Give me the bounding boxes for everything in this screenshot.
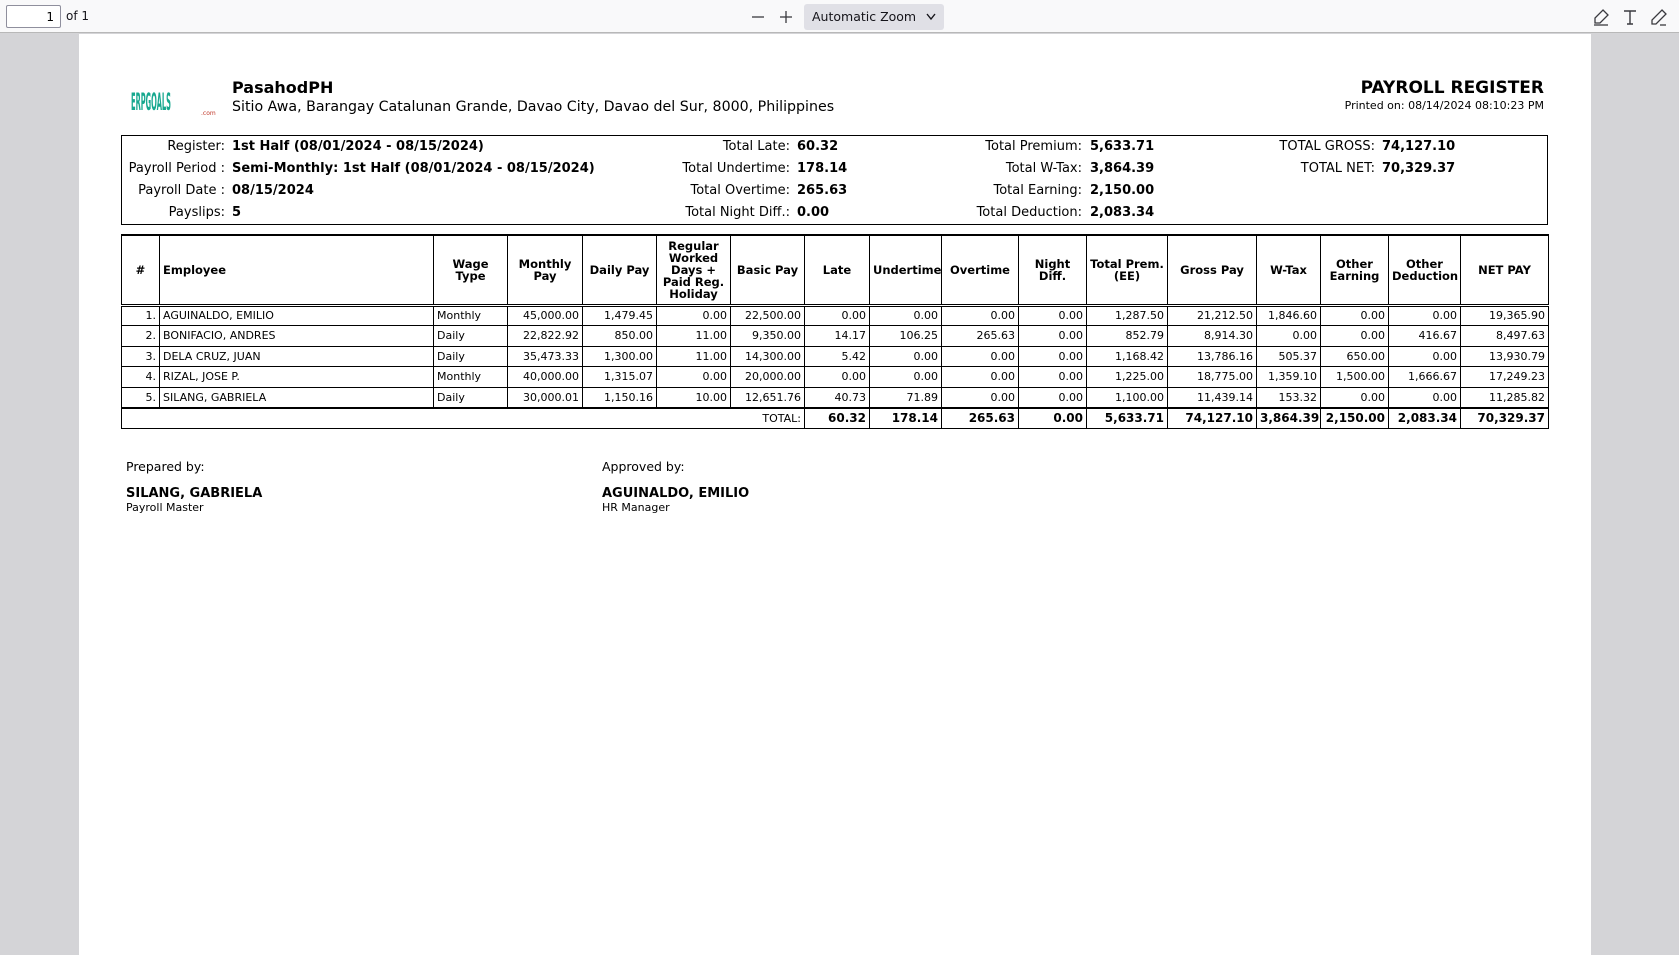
company-address: Sitio Awa, Barangay Catalunan Grande, Davao City, Davao del Sur, 8000, Philippines <box>232 99 835 115</box>
total-gross: 74,127.10 <box>1168 408 1257 429</box>
cell-regular-worked-days: 11.00 <box>657 346 731 367</box>
cell-total-prem: 1,100.00 <box>1087 387 1168 408</box>
col-header-regular-worked-days: Regular Worked Days + Paid Reg. Holiday <box>657 235 731 305</box>
cell-monthly-pay: 45,000.00 <box>508 305 583 326</box>
pdf-page <box>79 34 1591 955</box>
minus-icon <box>751 10 765 24</box>
cell-regular-worked-days: 10.00 <box>657 387 731 408</box>
col-header-monthly-pay: Monthly Pay <box>508 235 583 305</box>
cell-other-deduction: 416.67 <box>1389 326 1461 347</box>
cell-employee-name: DELA CRUZ, JUAN <box>160 346 434 367</box>
col-header-net-pay: NET PAY <box>1461 235 1549 305</box>
cell-row-number: 2. <box>122 326 160 347</box>
plus-icon <box>779 10 793 24</box>
cell-daily-pay: 1,315.07 <box>583 367 657 388</box>
zoom-out-button[interactable] <box>747 6 769 28</box>
total-night-diff: 0.00 <box>1019 408 1087 429</box>
cell-late: 0.00 <box>805 305 870 326</box>
cell-undertime: 0.00 <box>870 346 942 367</box>
col-header-employee: Employee <box>160 235 434 305</box>
total-other-earning: 2,150.00 <box>1321 408 1389 429</box>
col-header-late: Late <box>805 235 870 305</box>
cell-row-number: 4. <box>122 367 160 388</box>
cell-wtax: 0.00 <box>1257 326 1321 347</box>
page-count-label: of 1 <box>66 9 90 23</box>
report-title: PAYROLL REGISTER <box>1360 78 1544 98</box>
cell-total-prem: 852.79 <box>1087 326 1168 347</box>
cell-gross-pay: 13,786.16 <box>1168 346 1257 367</box>
cell-gross-pay: 21,212.50 <box>1168 305 1257 326</box>
cell-late: 0.00 <box>805 367 870 388</box>
cell-wtax: 153.32 <box>1257 387 1321 408</box>
cell-regular-worked-days: 0.00 <box>657 305 731 326</box>
highlight-icon <box>1592 8 1610 26</box>
cell-other-earning: 0.00 <box>1321 326 1389 347</box>
cell-other-earning: 0.00 <box>1321 387 1389 408</box>
cell-gross-pay: 11,439.14 <box>1168 387 1257 408</box>
cell-wtax: 505.37 <box>1257 346 1321 367</box>
summary-box: Register: 1st Half (08/01/2024 - 08/15/2024) Payroll Period : Semi-Monthly: 1st Half (08/01/2024 - 08/15/2024) Payroll Date : 08/15/2024 Payslips: 5 Total Late: 60.32 Total Undertime: 178.14 Total Overtime: 265.63 Total Night Diff.: 0.00 Total Premium: 5,633.71 Total W-Tax: 3,864.39 Total Earning: 2,150.00 Total Deduction: 2,083.34 TOTAL GROSS: 74,127.10 TOTAL NET: 70,329.37 <box>121 135 1548 225</box>
col-header-undertime: Undertime <box>870 235 942 305</box>
cell-overtime: 265.63 <box>942 326 1019 347</box>
total-overtime: 265.63 <box>942 408 1019 429</box>
cell-night-diff: 0.00 <box>1019 346 1087 367</box>
cell-other-deduction: 0.00 <box>1389 387 1461 408</box>
page-number-input[interactable] <box>6 5 61 28</box>
add-text-button[interactable] <box>1619 6 1641 28</box>
cell-night-diff: 0.00 <box>1019 305 1087 326</box>
table-header-row <box>122 235 1549 305</box>
cell-other-deduction: 0.00 <box>1389 305 1461 326</box>
table-row <box>122 305 1549 326</box>
cell-daily-pay: 1,150.16 <box>583 387 657 408</box>
table-total-row <box>122 408 1549 429</box>
cell-gross-pay: 18,775.00 <box>1168 367 1257 388</box>
zoom-in-button[interactable] <box>775 6 797 28</box>
cell-other-earning: 0.00 <box>1321 305 1389 326</box>
cell-row-number: 3. <box>122 346 160 367</box>
table-row <box>122 346 1549 367</box>
draw-button[interactable] <box>1648 6 1670 28</box>
company-name: PasahodPH <box>232 78 334 97</box>
cell-basic-pay: 20,000.00 <box>731 367 805 388</box>
cell-monthly-pay: 40,000.00 <box>508 367 583 388</box>
total-other-deduction: 2,083.34 <box>1389 408 1461 429</box>
cell-row-number: 5. <box>122 387 160 408</box>
cell-wage-type: Daily <box>434 326 508 347</box>
cell-undertime: 106.25 <box>870 326 942 347</box>
col-header-gross-pay: Gross Pay <box>1168 235 1257 305</box>
cell-total-prem: 1,287.50 <box>1087 305 1168 326</box>
cell-night-diff: 0.00 <box>1019 387 1087 408</box>
cell-other-deduction: 0.00 <box>1389 346 1461 367</box>
svg-text:ERPGOALS: ERPGOALS <box>131 88 171 116</box>
pdf-toolbar <box>0 0 1679 33</box>
cell-regular-worked-days: 0.00 <box>657 367 731 388</box>
cell-wage-type: Monthly <box>434 305 508 326</box>
cell-wage-type: Monthly <box>434 367 508 388</box>
highlight-button[interactable] <box>1590 6 1612 28</box>
cell-net-pay: 13,930.79 <box>1461 346 1549 367</box>
cell-basic-pay: 22,500.00 <box>731 305 805 326</box>
table-body <box>122 305 1549 408</box>
cell-overtime: 0.00 <box>942 346 1019 367</box>
cell-daily-pay: 850.00 <box>583 326 657 347</box>
prepared-by-position: Payroll Master <box>126 501 204 514</box>
zoom-select[interactable] <box>804 4 944 30</box>
cell-wtax: 1,846.60 <box>1257 305 1321 326</box>
total-wtax: 3,864.39 <box>1257 408 1321 429</box>
col-header-total-prem: Total Prem. (EE) <box>1087 235 1168 305</box>
zoom-select-value: Automatic Zoom <box>812 9 917 24</box>
cell-basic-pay: 12,651.76 <box>731 387 805 408</box>
cell-basic-pay: 14,300.00 <box>731 346 805 367</box>
cell-night-diff: 0.00 <box>1019 326 1087 347</box>
total-undertime: 178.14 <box>870 408 942 429</box>
cell-daily-pay: 1,300.00 <box>583 346 657 367</box>
cell-row-number: 1. <box>122 305 160 326</box>
total-net-pay: 70,329.37 <box>1461 408 1549 429</box>
cell-regular-worked-days: 11.00 <box>657 326 731 347</box>
table-row <box>122 326 1549 347</box>
cell-night-diff: 0.00 <box>1019 367 1087 388</box>
col-header-other-earning: Other Earning <box>1321 235 1389 305</box>
cell-net-pay: 8,497.63 <box>1461 326 1549 347</box>
col-header-wage-type: Wage Type <box>434 235 508 305</box>
company-logo <box>131 84 219 116</box>
cell-late: 14.17 <box>805 326 870 347</box>
cell-net-pay: 11,285.82 <box>1461 387 1549 408</box>
cell-overtime: 0.00 <box>942 367 1019 388</box>
approved-by-position: HR Manager <box>602 501 670 514</box>
approved-by-name: AGUINALDO, EMILIO <box>602 486 750 501</box>
table-row <box>122 387 1549 408</box>
cell-monthly-pay: 30,000.01 <box>508 387 583 408</box>
cell-other-earning: 1,500.00 <box>1321 367 1389 388</box>
draw-icon <box>1650 8 1668 26</box>
col-header-wtax: W-Tax <box>1257 235 1321 305</box>
approved-by-label: Approved by: <box>602 459 685 474</box>
cell-monthly-pay: 35,473.33 <box>508 346 583 367</box>
col-header-basic-pay: Basic Pay <box>731 235 805 305</box>
cell-other-deduction: 1,666.67 <box>1389 367 1461 388</box>
payroll-register-table <box>121 234 1549 429</box>
cell-wage-type: Daily <box>434 346 508 367</box>
cell-late: 5.42 <box>805 346 870 367</box>
cell-total-prem: 1,168.42 <box>1087 346 1168 367</box>
cell-net-pay: 17,249.23 <box>1461 367 1549 388</box>
total-label: TOTAL: <box>122 408 805 429</box>
cell-net-pay: 19,365.90 <box>1461 305 1549 326</box>
cell-overtime: 0.00 <box>942 387 1019 408</box>
cell-total-prem: 1,225.00 <box>1087 367 1168 388</box>
text-icon <box>1621 8 1639 26</box>
total-late: 60.32 <box>805 408 870 429</box>
cell-other-earning: 650.00 <box>1321 346 1389 367</box>
col-header-night-diff: Night Diff. <box>1019 235 1087 305</box>
prepared-by-label: Prepared by: <box>126 459 205 474</box>
cell-basic-pay: 9,350.00 <box>731 326 805 347</box>
prepared-by-name: SILANG, GABRIELA <box>126 486 263 501</box>
cell-employee-name: RIZAL, JOSE P. <box>160 367 434 388</box>
col-header-number: # <box>122 235 160 305</box>
cell-employee-name: AGUINALDO, EMILIO <box>160 305 434 326</box>
total-premium: 5,633.71 <box>1087 408 1168 429</box>
cell-employee-name: BONIFACIO, ANDRES <box>160 326 434 347</box>
printed-on: Printed on: 08/14/2024 08:10:23 PM <box>1344 99 1544 112</box>
cell-gross-pay: 8,914.30 <box>1168 326 1257 347</box>
cell-monthly-pay: 22,822.92 <box>508 326 583 347</box>
col-header-overtime: Overtime <box>942 235 1019 305</box>
svg-text:.com: .com <box>201 110 216 116</box>
cell-employee-name: SILANG, GABRIELA <box>160 387 434 408</box>
cell-wtax: 1,359.10 <box>1257 367 1321 388</box>
cell-overtime: 0.00 <box>942 305 1019 326</box>
col-header-daily-pay: Daily Pay <box>583 235 657 305</box>
col-header-other-deduction: Other Deduction <box>1389 235 1461 305</box>
cell-undertime: 0.00 <box>870 367 942 388</box>
cell-daily-pay: 1,479.45 <box>583 305 657 326</box>
cell-wage-type: Daily <box>434 387 508 408</box>
cell-late: 40.73 <box>805 387 870 408</box>
cell-undertime: 0.00 <box>870 305 942 326</box>
table-row <box>122 367 1549 388</box>
cell-undertime: 71.89 <box>870 387 942 408</box>
